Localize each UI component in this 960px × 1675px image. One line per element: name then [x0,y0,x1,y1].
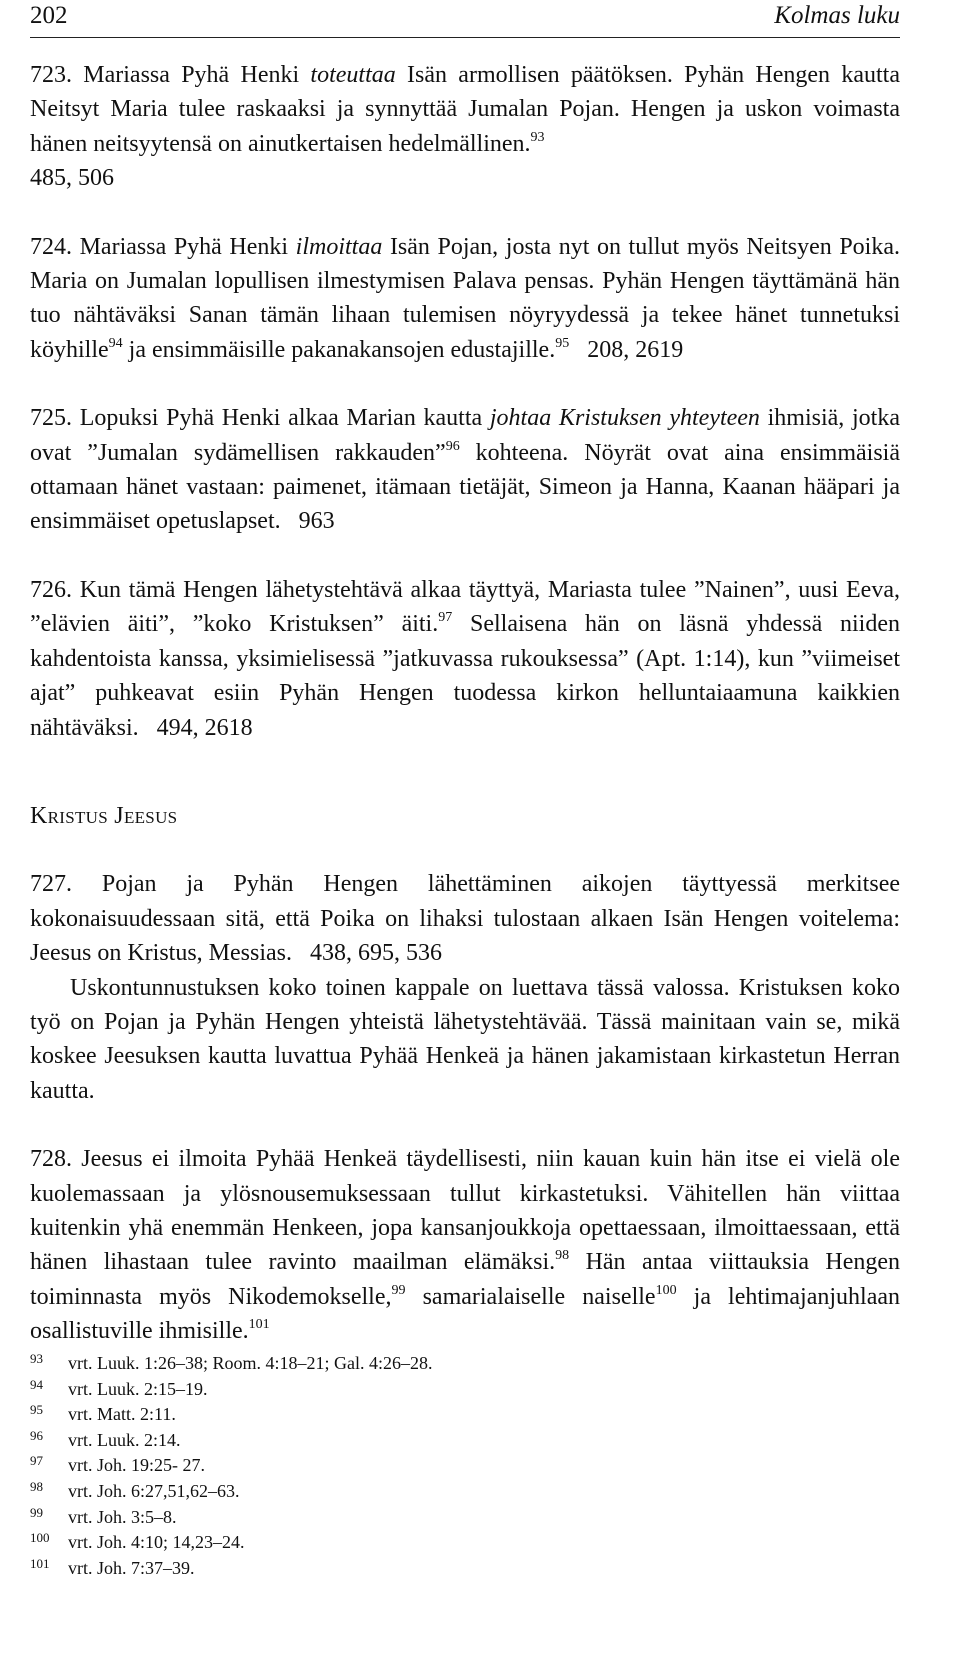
p725-cross-refs: 963 [298,508,335,535]
footnote-text: vrt. Joh. 4:10; 14,23–24. [68,1532,245,1553]
section-heading: Kristus Jeesus [30,802,178,829]
paragraph-727 [30,867,900,970]
footnote-text: vrt. Joh. 3:5–8. [68,1506,177,1527]
footnote-100: 100 vrt. Joh. 4:10; 14,23–24. [30,1530,245,1553]
p723-emphasis: toteuttaa [310,62,396,88]
footnote-98: 98 vrt. Joh. 6:27,51,62–63. [30,1478,240,1501]
p727-text: 727. Pojan ja Pyhän Hengen lähettäminen aikojen täyttyessä merkitsee kokonaisuudessaan sitä, että Poika on lihaksi tulostaan alkaen Isän Hengen voitelema: Jeesus on Kristus, Messias. [30,871,900,967]
footnote-ref-100[interactable]: 100 [655,1282,677,1298]
p723-cross-refs: 485, 506 [30,165,114,192]
paragraph-726 [30,573,900,745]
chapter-title: Kolmas luku [774,2,900,29]
footnote-ref-93[interactable]: 93 [530,129,545,145]
p726-cross-refs: 494, 2618 [156,714,253,741]
footnote-text: vrt. Luuk. 2:14. [68,1429,181,1450]
p728-text-c: samarialaiselle naiselle [405,1283,656,1310]
paragraph-728 [30,1142,900,1348]
p725-text-c: ihmisiä, jotka ovat ”Jumalan sydämellisen rakkauden” [30,405,901,466]
p724-cross-refs: 208, 2619 [587,336,684,363]
paragraph-727-continued: Uskontunnustuksen koko toinen kappale on luettava tässä valossa. Kristuksen koko työ on Pojan ja Pyhän Hengen yhteistä lähetystehtävää. Tässä mainitaan vain se, mikä koskee Jeesuksen kautta luvattua Pyhää Henkeä ja hänen jakamistaan kirkastetun Herran kautta. [30,974,900,1104]
p723-text-c: Isän armollisen päätöksen. Pyhän Hengen kautta Neitsyt Maria tulee raskaaksi ja synnyttää Jumalan Pojan. Hengen ja uskon voimasta hänen neitsyytensä on ainutkertaisen hedelmällinen. [30,62,900,157]
body-text [30,58,900,1349]
paragraph-724 [30,230,900,368]
p724-text-a: 724. Mariassa Pyhä Henki [30,233,296,260]
p726-text-b: Sellaisena hän on läsnä yhdessä niiden kahdentoista kanssa, yksimielisessä ”jatkuvassa rukouksessa” (Apt. 1:14), kun ”viimeiset ajat” puhkeavat esiin Pyhän Hengen tuodessa kirkon helluntaiaamuna kaikkien nähtäväksi. [30,611,900,741]
footnote-97: 97 vrt. Joh. 19:25- 27. [30,1453,205,1476]
p725-text-a: 725. Lopuksi Pyhä Henki alkaa Marian kautta [30,405,490,432]
footnote-ref-97[interactable]: 97 [438,610,453,626]
running-header [30,0,900,38]
footnote-text: vrt. Joh. 19:25- 27. [68,1455,205,1476]
p728-text-d: ja lehtimajanjuhlaan osallistuville ihmisille. [30,1283,900,1345]
p724-text-d: ja ensimmäisille pakanakansojen edustajille. [122,336,556,363]
p728-text-a: 728. Jeesus ei ilmoita Pyhää Henkeä täydellisesti, niin kauan kuin hän itse ei vielä ole kuolemassaan ja ylösnousemuksessaan tullut kirkastetuksi. Vähitellen hän viittaa kuitenkin yhä enemmän Henkeen, jopa kansanjoukkoja opettaessaan, ilmoittaessaan, että hänen lihastaan tulee ravinto maailman elämäksi. [30,1146,900,1276]
footnote-ref-101[interactable]: 101 [248,1317,270,1333]
p727-cross-refs: 438, 695, 536 [310,940,442,967]
page-number: 202 [30,2,68,29]
footnote-ref-99[interactable]: 99 [391,1282,406,1298]
p724-emphasis: ilmoittaa [295,233,383,260]
footnote-ref-94[interactable]: 94 [108,335,123,351]
footnote-ref-96[interactable]: 96 [445,438,460,454]
footnote-101: 101 vrt. Joh. 7:37–39. [30,1555,195,1578]
p723-text-a: 723. Mariassa Pyhä Henki [30,62,311,88]
paragraph-725 [30,401,900,539]
p724-text-c: Isän Pojan, josta nyt on tullut myös Neitsyen Poika. Maria on Jumalan lopullisen ilmestymisen Palava pensas. Pyhän Hengen täyttämänä hän tuo nähtäväksi Sanan tämän lihaan tulemisen nöyryydessä ja tekee hänet tunnetuksi köyhille [30,233,900,363]
footnote-text: vrt. Luuk. 2:15–19. [68,1378,208,1399]
paragraph-723 [30,58,900,196]
footnote-text: vrt. Joh. 6:27,51,62–63. [68,1480,240,1501]
footnote-ref-98[interactable]: 98 [555,1248,570,1264]
footnote-text: vrt. Luuk. 1:26–38; Room. 4:18–21; Gal. 4:26–28. [68,1353,433,1373]
p728-text-b: Hän antaa viittauksia Hengen toiminnasta myös Nikodemokselle, [30,1249,901,1310]
footnotes [30,1351,900,1581]
p725-emphasis: johtaa Kristuksen yhteyteen [489,405,760,432]
footnote-96: 96 vrt. Luuk. 2:14. [30,1427,181,1450]
p725-text-d: kohteena. Nöyrät ovat aina ensimmäisiä ottamaan hänet vastaan: paimenet, itämaan tietäjät, Simeon ja Hanna, Kaanan hääpari ja ensimmäiset opetuslapset. [30,439,900,535]
footnote-94: 94 vrt. Luuk. 2:15–19. [30,1376,208,1399]
footnote-95: 95 vrt. Matt. 2:11. [30,1402,176,1425]
footnote-text: vrt. Matt. 2:11. [68,1404,176,1425]
footnote-93: 93 vrt. Luuk. 1:26–38; Room. 4:18–21; Gal. 4:26–28. [30,1351,433,1373]
p726-text-a: 726. Kun tämä Hengen lähetystehtävä alkaa täyttyä, Mariasta tulee ”Nainen”, uusi Eeva, ”elävien äiti”, ”koko Kristuksen” äiti. [30,576,900,638]
footnote-99: 99 vrt. Joh. 3:5–8. [30,1504,177,1527]
footnote-ref-95[interactable]: 95 [555,335,570,351]
footnote-text: vrt. Joh. 7:37–39. [68,1557,195,1578]
